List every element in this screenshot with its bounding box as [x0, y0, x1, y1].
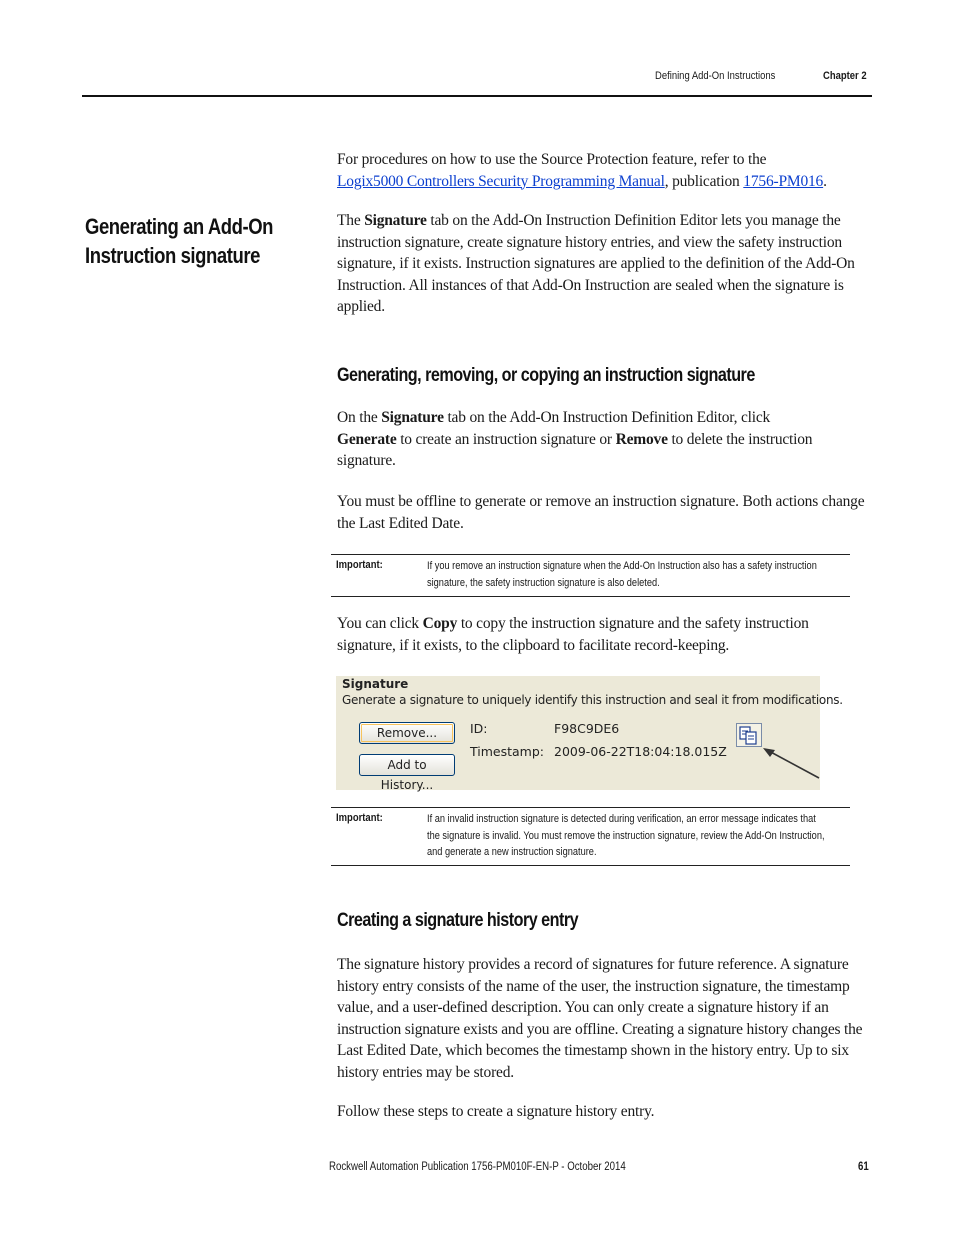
timestamp-value: 2009-06-22T18:04:18.015Z [554, 744, 727, 759]
screenshot-description: Generate a signature to uniquely identify this instruction and seal it from modifications. [342, 693, 843, 707]
text-run: to create an instruction signature or [400, 430, 612, 448]
screenshot-title: Signature [342, 677, 409, 691]
sub1-paragraph-3 [337, 613, 871, 656]
remove-button[interactable]: Remove... [359, 722, 455, 744]
section-paragraph [337, 210, 871, 318]
subsection-heading-generating: Generating, removing, or copying an instruction signature [337, 365, 755, 386]
important-note-1 [331, 554, 850, 597]
arrow-icon [761, 746, 821, 780]
intro-text: For procedures on how to use the Source Protection feature, refer to the [337, 151, 767, 168]
copy-button[interactable] [736, 723, 762, 747]
bold-term: Copy [422, 615, 458, 632]
important-note-2 [331, 807, 850, 866]
note-label: Important: [336, 812, 383, 824]
text-run: to copy the instruction signature and the safety instruction signature, if it exists, to the clipboard to facilitate record-keeping. [337, 615, 809, 654]
page-number: 61 [858, 1161, 869, 1173]
text-run: The [337, 212, 361, 229]
signature-screenshot [336, 676, 843, 792]
footer-publication: Rockwell Automation Publication 1756-PM010F-EN-P - October 2014 [329, 1161, 626, 1173]
bold-term: Generate [337, 430, 397, 448]
text-run: On the [337, 409, 378, 426]
running-header-title: Defining Add-On Instructions [655, 70, 776, 82]
text-run: tab on the Add-On Instruction Definition Editor lets you manage the instruction signature, create signature history entries, and view the safety instruction signature, if it exists. Instruction signatures are applied to the definition of the Add-On Instruction. All instances of that Add-On Instruction are sealed when the signature is applied. [337, 212, 855, 315]
text-run: to delete the instruction signature. [337, 430, 813, 469]
publication-link[interactable]: 1756-PM016 [743, 172, 824, 190]
sub1-paragraph-2: You must be offline to generate or remove an instruction signature. Both actions change the Last Edited Date. [337, 493, 865, 532]
header-rule [82, 95, 872, 97]
text-run: You can click [337, 615, 419, 632]
section-heading: Generating an Add-On Instruction signature [85, 214, 274, 268]
subsection-heading-history: Creating a signature history entry [337, 910, 579, 931]
add-to-history-button[interactable]: Add to History... [359, 754, 455, 776]
note-text: If you remove an instruction signature when the Add-On Instruction also has a safety instruction signature, the safety instruction signature is also deleted. [427, 560, 817, 589]
copy-icon [737, 724, 761, 746]
intro-end-text: . [823, 172, 827, 190]
note-label: Important: [336, 559, 383, 571]
intro-paragraph [337, 149, 871, 192]
sub1-paragraph-1 [337, 407, 871, 472]
timestamp-label: Timestamp: [470, 744, 544, 759]
chapter-label: Chapter 2 [823, 70, 867, 82]
note-text: If an invalid instruction signature is detected during verification, an error message indicates that the signature is invalid. You must remove the instruction signature, review the Add-On Instruction, and generate a new instruction signature. [427, 813, 825, 858]
bold-term: Remove [615, 430, 668, 448]
bold-term: Signature [364, 212, 427, 229]
id-label: ID: [470, 721, 488, 736]
security-manual-link[interactable]: Logix5000 Controllers Security Programming Manual [337, 172, 665, 190]
sub2-paragraph-2: Follow these steps to create a signature history entry. [337, 1103, 655, 1120]
bold-term: Signature [381, 409, 444, 426]
text-run: tab on the Add-On Instruction Definition Editor, click [447, 409, 771, 426]
intro-mid-text: , publication [664, 172, 740, 190]
sub2-paragraph-1: The signature history provides a record of signatures for future reference. A signature history entry consists of the name of the user, the instruction signature, the timestamp value, and a user-defined description. You can only create a signature history if an instruction signature exists and you are offline. Creating a signature history changes the Last Edited Date, which becomes the timestamp shown in the history entry. Up to six history entries may be stored. [337, 956, 863, 1081]
id-value: F98C9DE6 [554, 721, 620, 736]
